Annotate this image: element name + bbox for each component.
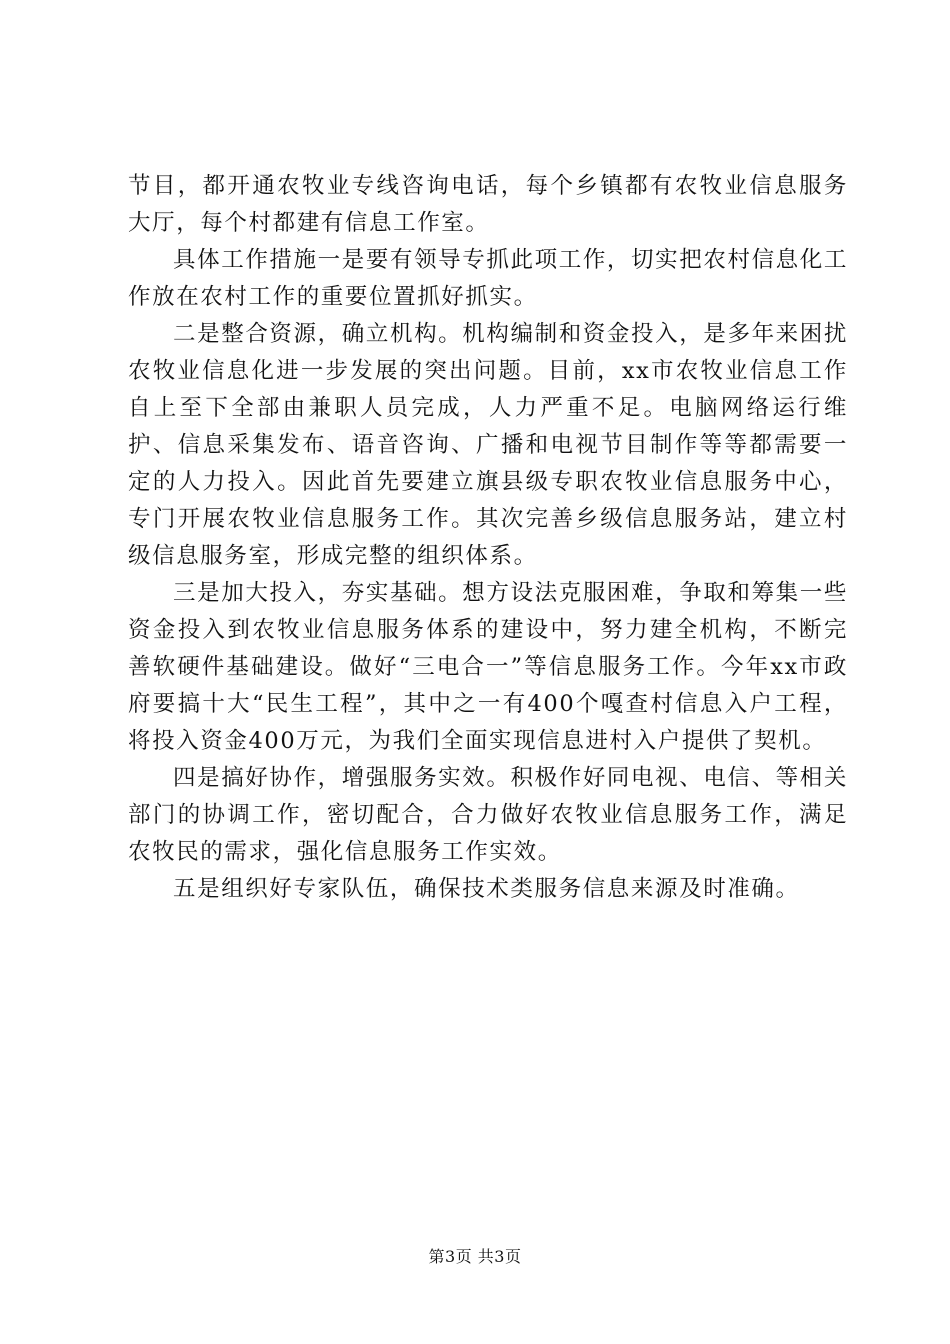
paragraph-measures-intro: 具体工作措施一是要有领导专抓此项工作，切实把农村信息化工作放在农村工作的重要位置抓好抓实。 xyxy=(128,247,848,310)
page-number-footer: 第3页 共3页 xyxy=(428,1247,522,1266)
document-body xyxy=(128,168,848,908)
paragraph-continuation: 节目，都开通农牧业专线咨询电话，每个乡镇都有农牧业信息服务大厅，每个村都建有信息工作室。 xyxy=(128,173,848,236)
paragraph-point-five: 五是组织好专家队伍，确保技术类服务信息来源及时准确。 xyxy=(173,876,800,902)
paragraph-point-two: 二是整合资源，确立机构。机构编制和资金投入，是多年来困扰农牧业信息化进一步发展的突出问题。目前，xx市农牧业信息工作自上至下全部由兼职人员完成，人力严重不足。电脑网络运行维护、信息采集发布、语音咨询、广播和电视节目制作等等都需要一定的人力投入。因此首先要建立旗县级专职农牧业信息服务中心，专门开展农牧业信息服务工作。其次完善乡级信息服务站，建立村级信息服务室，形成完整的组织体系。 xyxy=(128,321,848,569)
paragraph-point-three: 三是加大投入，夯实基础。想方设法克服困难，争取和筹集一些资金投入到农牧业信息服务体系的建设中，努力建全机构，不断完善软硬件基础建设。做好“三电合一”等信息服务工作。今年xx市政府要搞十大“民生工程”，其中之一有400个嘎查村信息入户工程，将投入资金400万元，为我们全面实现信息进村入户提供了契机。 xyxy=(128,580,848,754)
paragraph-point-four: 四是搞好协作，增强服务实效。积极作好同电视、电信、等相关部门的协调工作，密切配合，合力做好农牧业信息服务工作，满足农牧民的需求，强化信息服务工作实效。 xyxy=(128,765,848,865)
